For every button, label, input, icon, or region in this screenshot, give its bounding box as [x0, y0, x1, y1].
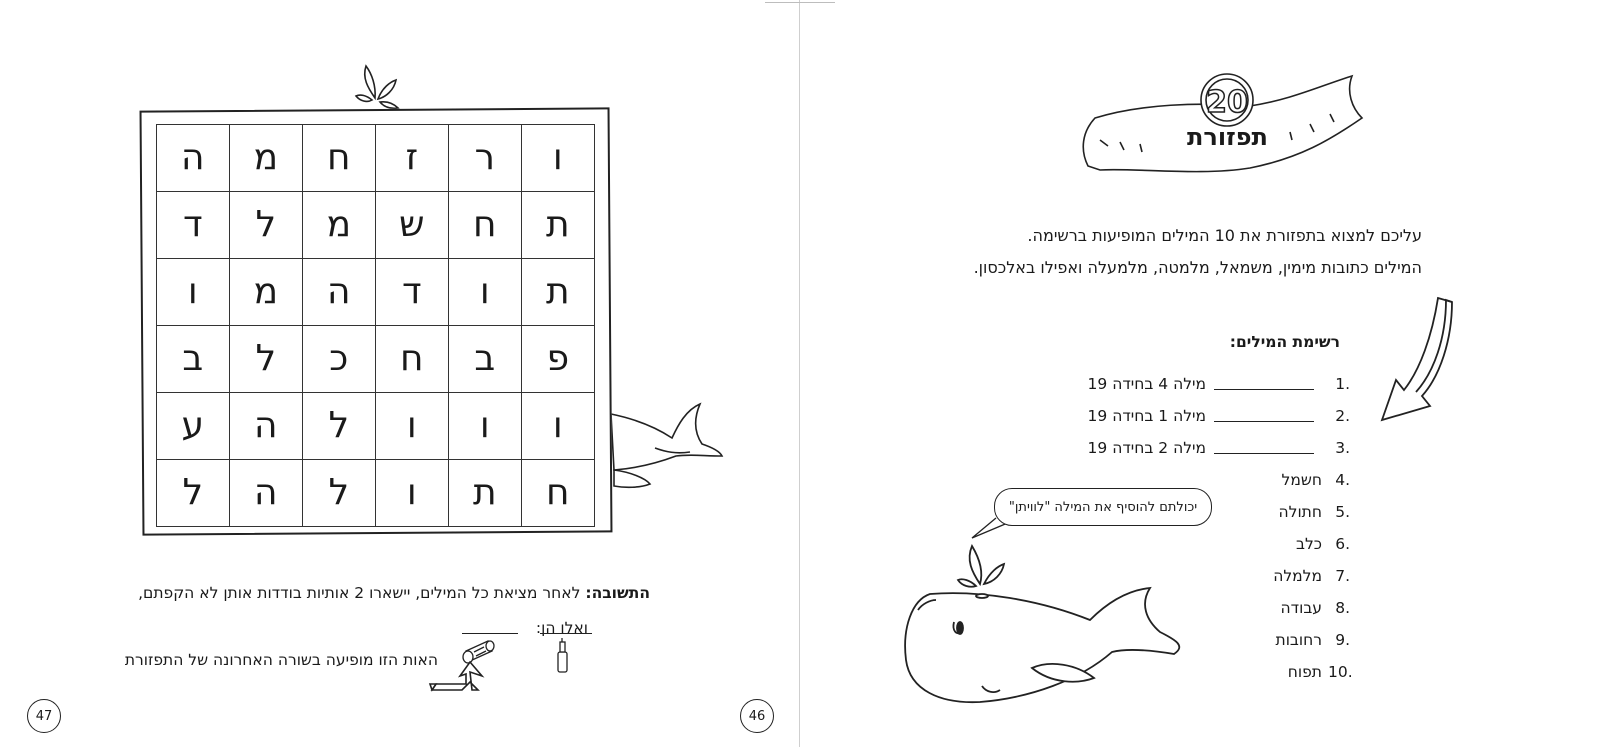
word-number: 1.	[1335, 375, 1350, 393]
grid-cell[interactable]: ו	[375, 459, 449, 527]
grid-cell[interactable]: ב	[448, 325, 522, 393]
word-label: עבודה	[1280, 599, 1322, 617]
grid-cell[interactable]: ת	[448, 459, 522, 527]
word-number: 2.	[1335, 407, 1350, 425]
grid-cell[interactable]: ל	[229, 325, 303, 393]
answer-label: התשובה:	[585, 584, 650, 602]
grid-cell[interactable]: ת	[521, 191, 595, 259]
grid-cell[interactable]: ו	[448, 258, 522, 326]
instruction-line-1: עליכם למצוא בתפזורת את 10 המילים המופיעות ברשימה.	[1027, 226, 1422, 245]
grid-cell[interactable]: מ	[229, 258, 303, 326]
grid-cell[interactable]: ב	[156, 325, 230, 393]
grid-cell[interactable]: ח	[448, 191, 522, 259]
word-list-item	[1088, 528, 1350, 560]
grid-cell[interactable]: ל	[302, 392, 376, 460]
word-number: 10.	[1328, 663, 1353, 681]
word-list-item	[1088, 656, 1353, 688]
word-number: 5.	[1335, 503, 1350, 521]
grid-cell[interactable]: מ	[229, 124, 303, 192]
puzzle-number-badge: 20	[1206, 84, 1248, 120]
word-list-item	[1088, 432, 1350, 464]
word-label: מילה 2 בחידה 19	[1087, 439, 1206, 457]
word-label: חשמל	[1281, 471, 1322, 489]
grid-cell[interactable]: כ	[302, 325, 376, 393]
word-number: 4.	[1335, 471, 1350, 489]
grid-cell[interactable]: ח	[302, 124, 376, 192]
answer-hint: האות הזו מופיעה בשורה האחרונה של התפזורת	[124, 651, 438, 669]
grid-cell[interactable]: ר	[448, 124, 522, 192]
grid-cell[interactable]: ח	[375, 325, 449, 393]
arrow-down-left-icon	[1382, 298, 1452, 420]
word-list-title: רשימת המילים:	[1229, 333, 1340, 351]
page-title: תפזורת	[1187, 123, 1268, 151]
word-label: מילה 1 בחידה 19	[1087, 407, 1206, 425]
grid-cell[interactable]: ע	[156, 392, 230, 460]
word-number: 3.	[1335, 439, 1350, 457]
word-number: 7.	[1335, 567, 1350, 585]
grid-cell[interactable]: ה	[229, 459, 303, 527]
grid-cell[interactable]: ו	[448, 392, 522, 460]
grid-cell[interactable]: ה	[229, 392, 303, 460]
grid-cell[interactable]: ד	[375, 258, 449, 326]
grid-cell[interactable]: ש	[375, 191, 449, 259]
grid-cell[interactable]: מ	[302, 191, 376, 259]
word-list-item	[1088, 560, 1350, 592]
word-list-item	[1088, 624, 1350, 656]
page-number-left: 47	[27, 699, 61, 733]
word-blank[interactable]	[1214, 411, 1314, 422]
word-label: מילה 4 בחידה 19	[1087, 375, 1206, 393]
grid-cell[interactable]: ד	[156, 191, 230, 259]
word-number: 6.	[1335, 535, 1350, 553]
word-blank[interactable]	[1214, 443, 1314, 454]
grid-cell[interactable]: ל	[156, 459, 230, 527]
grid-cell[interactable]: ז	[375, 124, 449, 192]
grid-cell[interactable]: ל	[302, 459, 376, 527]
word-label: תפוח	[1287, 663, 1322, 681]
grid-cell[interactable]: ו	[521, 392, 595, 460]
word-list-item	[1088, 592, 1350, 624]
word-label: רחובות	[1275, 631, 1322, 649]
grid-cell[interactable]: ח	[521, 459, 595, 527]
word-number: 8.	[1335, 599, 1350, 617]
speech-bubble: יכולתם להוסיף את המילה "לוויתן"	[994, 488, 1212, 526]
grid-cell[interactable]: ו	[375, 392, 449, 460]
word-label: מלמלה	[1273, 567, 1322, 585]
answer-text: לאחר מציאת כל המילים, יישארו 2 אותיות בודדות אותן לא הקפתם,	[138, 584, 586, 602]
word-blank[interactable]	[1214, 379, 1314, 390]
grid-cell[interactable]: ה	[156, 124, 230, 192]
page-number-right: 46	[740, 699, 774, 733]
word-label: חתולה	[1278, 503, 1322, 521]
instruction-line-2: המילים כתובות מימין, משמאל, מלמטה, מלמעלה ואפילו באלכסון.	[973, 258, 1422, 277]
grid-cell[interactable]: ה	[302, 258, 376, 326]
these-are-label: ואלו הן:	[535, 619, 588, 637]
grid-cell[interactable]: ו	[521, 124, 595, 192]
word-list-item	[1088, 368, 1350, 400]
word-label: כלב	[1296, 535, 1322, 553]
word-number: 9.	[1335, 631, 1350, 649]
grid-cell[interactable]: ת	[521, 258, 595, 326]
grid-cell[interactable]: פ	[521, 325, 595, 393]
word-list-item	[1088, 400, 1350, 432]
word-list	[1087, 368, 1353, 688]
grid-cell[interactable]: ל	[229, 191, 303, 259]
grid-cell[interactable]: ו	[156, 258, 230, 326]
